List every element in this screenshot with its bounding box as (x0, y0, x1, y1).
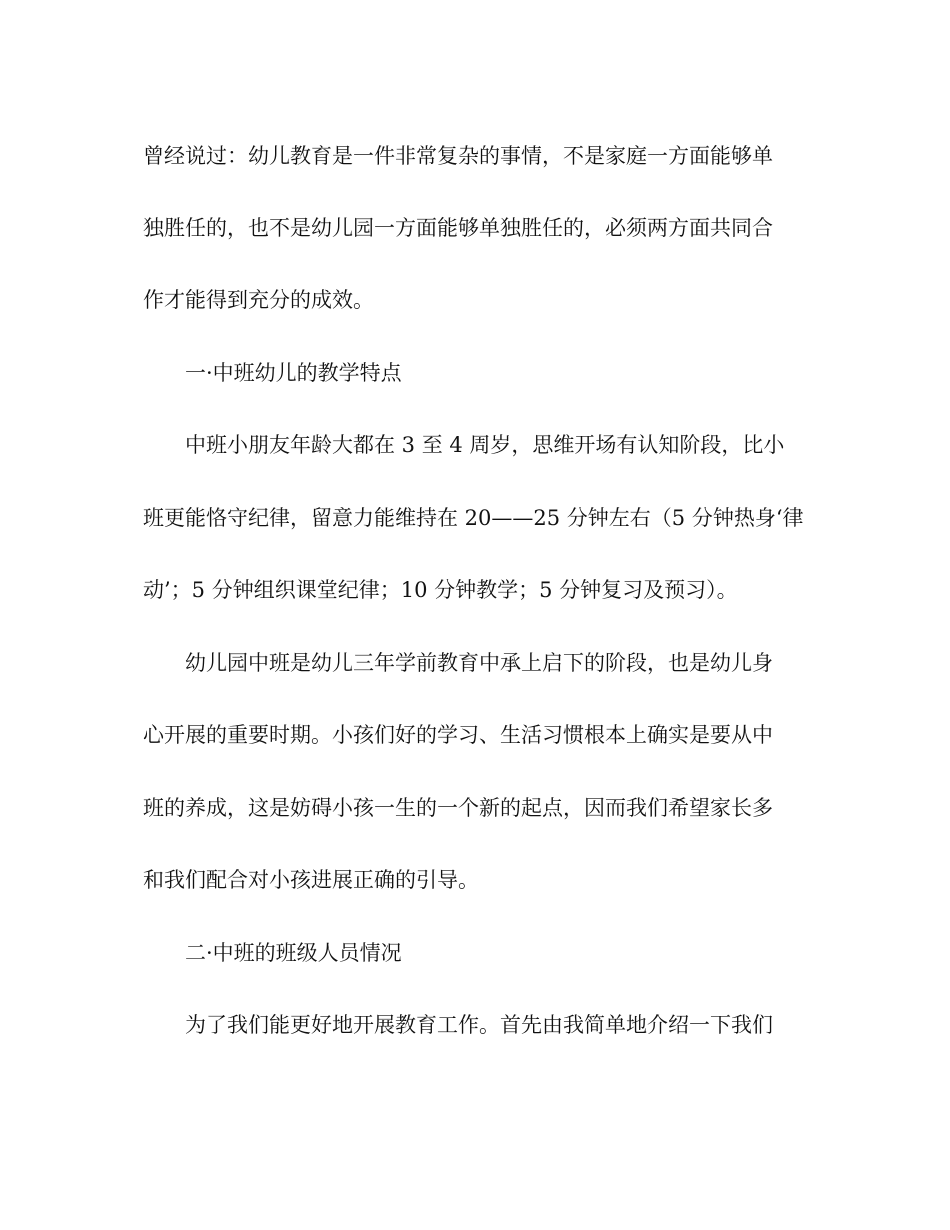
paragraph-line-6: 动’；5 分钟组织课堂纪律；10 分钟教学；5 分钟复习及预习）。 (143, 578, 738, 602)
paragraph-line-9: 班的养成，这是妨碍小孩一生的一个新的起点，因而我们希望家长多 (143, 796, 773, 820)
paragraph-line-7: 幼儿园中班是幼儿三年学前教育中承上启下的阶段，也是幼儿身 (185, 651, 773, 675)
paragraph-line-2: 独胜任的，也不是幼儿园一方面能够单独胜任的，必须两方面共同合 (143, 216, 773, 240)
paragraph-line-8: 心开展的重要时期。小孩们好的学习、生活习惯根本上确实是要从中 (143, 723, 773, 747)
paragraph-line-10: 和我们配合对小孩进展正确的引导。 (143, 868, 479, 892)
section-heading-2: 二·中班的班级人员情况 (185, 941, 402, 965)
paragraph-line-11: 为了我们能更好地开展教育工作。首先由我简单地介绍一下我们 (185, 1013, 773, 1037)
paragraph-line-1: 曾经说过：幼儿教育是一件非常复杂的事情，不是家庭一方面能够单 (143, 144, 773, 168)
paragraph-line-3: 作才能得到充分的成效。 (143, 288, 374, 312)
paragraph-line-4: 中班小朋友年龄大都在 3 至 4 周岁，思维开场有认知阶段，比小 (185, 433, 785, 457)
section-heading-1: 一·中班幼儿的教学特点 (185, 361, 402, 385)
paragraph-line-5: 班更能恪守纪律，留意力能维持在 20——25 分钟左右（5 分钟热身‘律 (143, 506, 804, 530)
